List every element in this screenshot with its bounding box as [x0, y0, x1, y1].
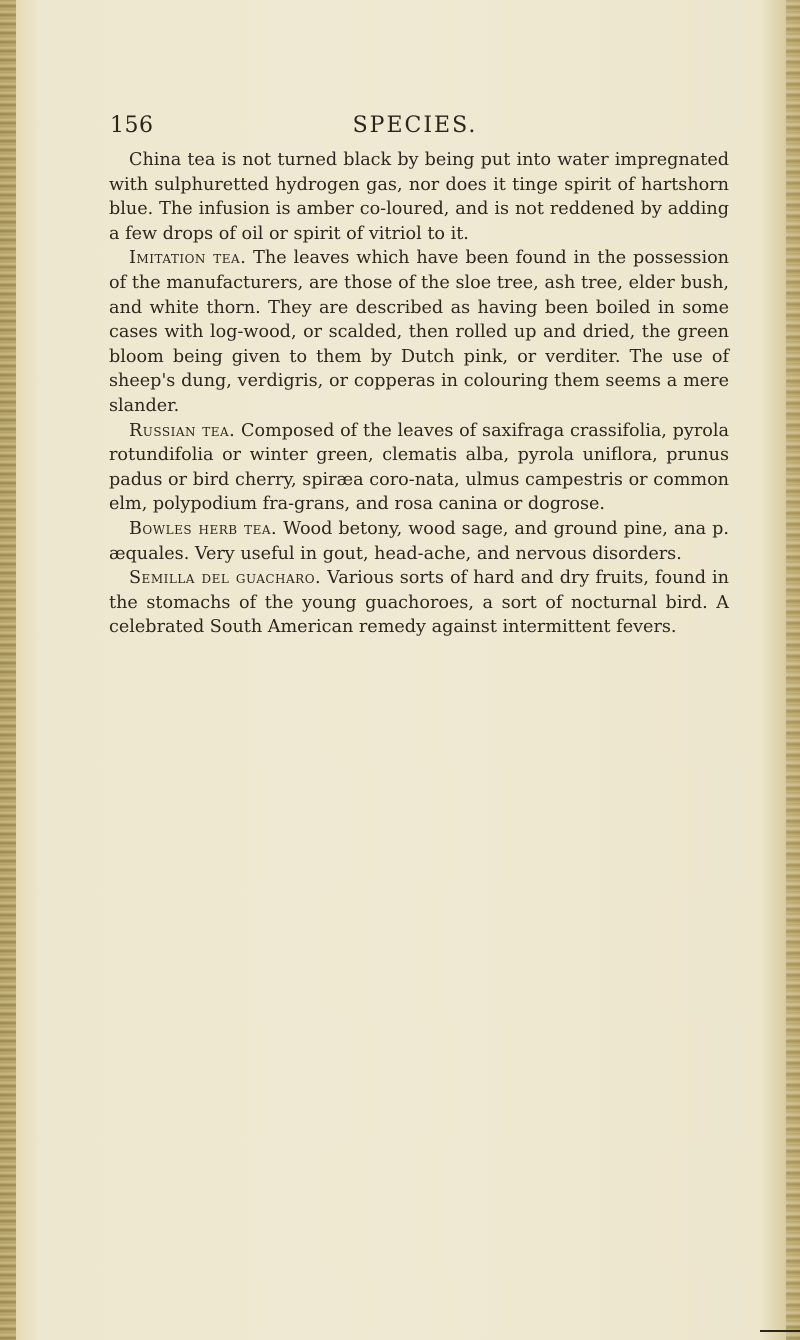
paragraph-lead: Russian tea.	[129, 420, 236, 441]
paragraph-text: China tea is not turned black by being put into water impregnated with sulphuretted hydrogen gas, nor does it tinge spirit of hartshorn blue. The infusion is amber co-loured, and is not reddened by adding a few drops of oil or spirit of vitriol to it.	[109, 150, 729, 244]
paragraph-imitation-tea	[109, 246, 729, 418]
paragraph-lead: Semilla del guacharo.	[129, 568, 322, 589]
page-header	[110, 113, 720, 143]
paragraph-text: Wood betony, wood sage, and ground pine, ana p. æquales. Very useful in gout, head-ache, and nervous disorders.	[109, 518, 729, 564]
running-head: SPECIES.	[352, 113, 478, 138]
paragraph-russian-tea	[109, 419, 729, 517]
page-fore-edge	[786, 0, 800, 1340]
paragraph-text: The leaves which have been found in the possession of the manufacturers, are those of the sloe tree, ash tree, elder bush, and white thorn. They are described as having been boiled in some cases with log-wood, or scalded, then rolled up and dried, the green bloom being given to them by Dutch pink, or verditer. The use of sheep's dung, verdigris, or copperas in colouring them seems a mere slander.	[109, 248, 729, 416]
body-text	[109, 148, 729, 640]
paragraph-china-tea	[109, 148, 729, 246]
paragraph-text: Composed of the leaves of saxifraga crassifolia, pyrola rotundifolia or winter green, clematis alba, pyrola uniflora, prunus padus or bird cherry, spiræa coro-nata, ulmus campestris or common elm, polypodium fra-grans, and rosa canina or dogrose.	[109, 420, 729, 515]
paragraph-lead: Imitation tea.	[129, 248, 247, 269]
paragraph-semilla-del-guacharo	[109, 566, 729, 640]
bottom-edge-mark	[760, 1330, 800, 1332]
paragraph-bowles-herb-tea	[109, 517, 729, 566]
page-number: 156	[110, 113, 154, 138]
paragraph-lead: Bowles herb tea.	[129, 518, 278, 539]
page-gutter-edge	[0, 0, 16, 1340]
paragraph-text: Various sorts of hard and dry fruits, found in the stomachs of the young guachoroes, a sort of nocturnal bird. A celebrated South American remedy against intermittent fevers.	[109, 568, 729, 638]
